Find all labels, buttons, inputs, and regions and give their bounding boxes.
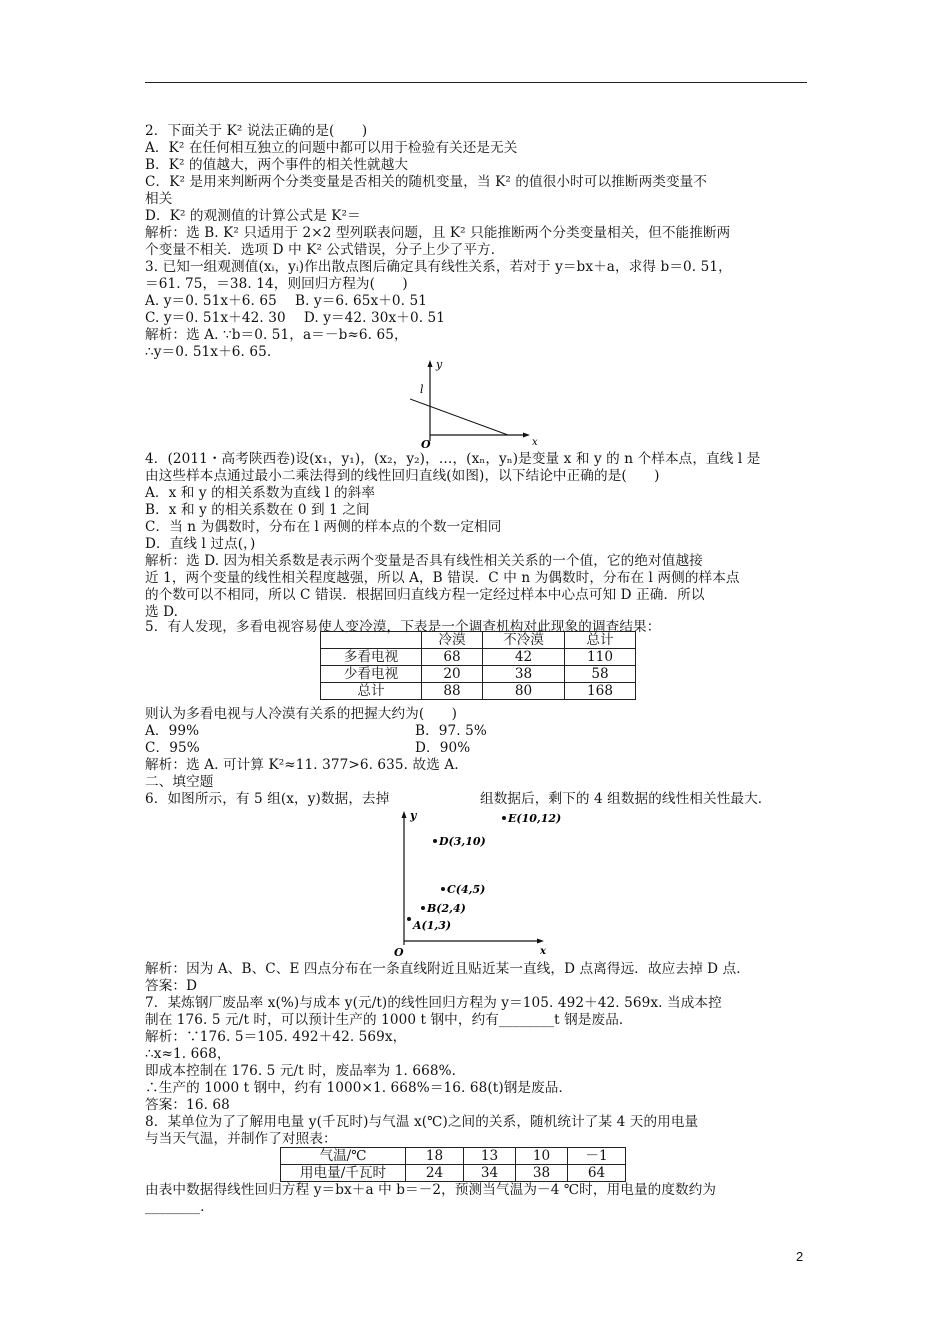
table-row: [321, 632, 636, 649]
q2-option-a: A．K² 在任何相互独立的问题中都可以用于检验有关还是无关: [145, 140, 518, 156]
q7-solution-l4: ∴生产的 1000 t 钢中，约有 1000×1. 668%＝16. 68(t)钢是废品．: [145, 1080, 573, 1096]
q5-option-a: A．99%: [145, 723, 200, 739]
q8-ask: 由表中数据得线性回归方程 y＝bx＋a 中 b＝－2，预测当气温为－4 ℃时，用电量的度数约为: [145, 1182, 717, 1198]
point-b: [421, 906, 425, 910]
q4-option-a: A．x 和 y 的相关系数为直线 l 的斜率: [145, 485, 376, 501]
table-cell: 10: [516, 1148, 568, 1165]
scatter-figure: [388, 805, 588, 960]
q6-answer: 答案：D: [145, 978, 198, 994]
point-a: [407, 917, 411, 921]
q8-stem-cont: 与当天气温，并制作了对照表：: [145, 1131, 337, 1147]
table-row: [321, 683, 636, 700]
q3-options-ab: A. y＝0. 51x＋6. 65 B. y＝6. 65x＋0. 51: [145, 293, 428, 309]
q4-stem: 4．(2011・高考陕西卷)设(x₁，y₁)，(x₂，y₂)，…，(xₙ，yₙ)是变量 x 和 y 的 n 个样本点，直线 l 是: [145, 451, 761, 467]
fig4-x-arrow: [523, 433, 530, 438]
table-cell: 58: [565, 666, 636, 683]
q4-solution: 解析：选 D. 因为相关系数是表示两个变量是否具有线性相关关系的一个值，它的绝对值越接: [145, 553, 703, 569]
q7-solution-l1: 解析：∵176. 5＝105. 492＋42. 569x，: [145, 1029, 407, 1045]
table-cell: 总计: [321, 683, 422, 700]
table-cell: 38: [483, 666, 565, 683]
q4-option-d: D．直线 l 过点(，): [145, 536, 256, 552]
table-cell: 18: [406, 1148, 464, 1165]
table-row: [281, 1148, 626, 1165]
fig6-y-label: y: [410, 809, 417, 822]
q2-option-b: B．K² 的值越大，两个事件的相关性就越大: [145, 157, 409, 173]
fig4-y-label: y: [436, 358, 443, 371]
table-cell: 68: [422, 649, 483, 666]
table-cell: 42: [483, 649, 565, 666]
table-cell: 64: [568, 1165, 626, 1182]
point-c-label: C(4,5): [447, 883, 486, 896]
q4-stem-cont: 由这些样本点通过最小二乘法得到的线性回归直线(如图)，以下结论中正确的是( ): [145, 468, 660, 484]
table-header-cell: 不冷漠: [483, 632, 565, 649]
table-row: [321, 649, 636, 666]
q4-solution-l2: 近 1，两个变量的线性相关程度越强，所以 A，B 错误．C 中 n 为偶数时，分布在 l 两侧的样本点: [145, 570, 740, 586]
q2-solution: 解析：选 B. K² 只适用于 2×2 型列联表问题，且 K² 只能推断两个分类变量相关，但不能推断两: [145, 225, 731, 241]
point-b-label: B(2,4): [427, 902, 466, 915]
q6-solution: 解析：因为 A、B、C、E 四点分布在一条直线附近且贴近某一直线，D 点离得远．故应去掉 D 点．: [145, 961, 750, 977]
q4-solution-l3: 的个数可以不相同，所以 C 错误．根据回归直线方程一定经过样本中心点可知 D 正确．所以: [145, 587, 705, 603]
q7-solution-l3: 即成本控制在 176. 5 元/t 时，废品率为 1. 668%.: [145, 1063, 457, 1079]
table-cell: 13: [464, 1148, 516, 1165]
table-cell: 少看电视: [321, 666, 422, 683]
fig6-y-arrow: [402, 811, 407, 818]
fig6-origin-label: O: [394, 946, 404, 959]
q8-stem: 8．某单位为了了解用电量 y(千瓦时)与气温 x(℃)之间的关系，随机统计了某 4 天的用电量: [145, 1114, 699, 1130]
q6-stem-cont: 组数据后，剩下的 4 组数据的线性相关性最大．: [480, 791, 772, 807]
q5-option-b: B．97. 5%: [415, 723, 487, 739]
q5-stem: 5．有人发现，多看电视容易使人变冷漠，下表是一个调查机构对此现象的调查结果：: [145, 619, 661, 635]
q7-stem-cont: 制在 176. 5 元/t 时，可以预计生产的 1000 t 钢中，约有________t 钢是废品．: [145, 1012, 633, 1028]
regression-line-figure: [410, 355, 545, 450]
table-header-cell: 气温/℃: [281, 1148, 406, 1165]
q7-solution-l2: ∴x≈1. 668，: [145, 1046, 231, 1062]
fig6-x-arrow: [537, 939, 544, 944]
q3-solution: 解析：选 A. ∵b＝0. 51，a＝－b≈6. 65，: [145, 327, 408, 343]
table-header-cell: [321, 632, 422, 649]
fig6-x-label: x: [540, 946, 546, 957]
q4-option-b: B．x 和 y 的相关系数在 0 到 1 之间: [145, 502, 370, 518]
q2-option-d: D．K² 的观测值的计算公式是 K²＝: [145, 208, 361, 224]
table-cell: 88: [422, 683, 483, 700]
q4-option-c: C．当 n 为偶数时，分布在 l 两侧的样本点的个数一定相同: [145, 519, 502, 535]
q3-options-cd: C. y＝0. 51x＋42. 30 D. y＝42. 30x＋0. 51: [145, 310, 446, 326]
q3-solution-cont: ∴y＝0. 51x＋6. 65.: [145, 344, 272, 360]
point-e: [502, 816, 506, 820]
survey-table: [320, 631, 636, 700]
point-c: [441, 887, 445, 891]
q5-solution: 解析：选 A. 可计算 K²≈11. 377>6. 635. 故选 A.: [145, 757, 459, 773]
fig4-regression-line: [410, 399, 508, 435]
point-a-label: A(1,3): [413, 919, 452, 932]
table-header-cell: 用电量/千瓦时: [281, 1165, 406, 1182]
table-cell: 24: [406, 1165, 464, 1182]
q3-stem-cont: ＝61. 75，＝38. 14，则回归方程为( ): [145, 276, 408, 292]
header-rule: [145, 82, 807, 83]
fig4-origin-label: O: [421, 438, 431, 450]
q8-ask-cont: ________.: [145, 1199, 205, 1215]
q2-option-c-cont: 相关: [145, 191, 173, 207]
point-d-label: D(3,10): [439, 835, 486, 848]
table-row: [321, 666, 636, 683]
section-title: 二、填空题: [145, 774, 214, 790]
table-cell: 110: [565, 649, 636, 666]
table-header-cell: 总计: [565, 632, 636, 649]
table-header-cell: 冷漠: [422, 632, 483, 649]
fig4-x-label: x: [532, 437, 538, 448]
q5-ask: 则认为多看电视与人冷漠有关系的把握大约为( ): [145, 706, 458, 722]
q5-option-d: D．90%: [415, 740, 471, 756]
table-cell: －1: [568, 1148, 626, 1165]
page-number: 2: [796, 1249, 804, 1264]
q3-stem: 3. 已知一组观测值(xᵢ，yᵢ)作出散点图后确定具有线性关系，若对于 y＝bx＋a，求得 b＝0. 51，: [145, 259, 732, 275]
q7-stem: 7．某炼钢厂废品率 x(%)与成本 y(元/t)的线性回归方程为 y＝105. 492＋42. 569x. 当成本控: [145, 995, 722, 1011]
table-cell: 38: [516, 1165, 568, 1182]
point-e-label: E(10,12): [508, 812, 562, 825]
temperature-power-table: [280, 1147, 626, 1182]
q2-stem: 2．下面关于 K² 说法正确的是( ): [145, 123, 368, 139]
table-row: [281, 1165, 626, 1182]
fig4-line-label: l: [420, 383, 424, 396]
q2-solution-cont: 个变量不相关．选项 D 中 K² 公式错误，分子上少了平方．: [145, 242, 505, 258]
q2-option-c: C．K² 是用来判断两个分类变量是否相关的随机变量，当 K² 的值很小时可以推断两类变量不: [145, 174, 708, 190]
table-cell: 34: [464, 1165, 516, 1182]
table-cell: 多看电视: [321, 649, 422, 666]
table-cell: 80: [483, 683, 565, 700]
table-cell: 168: [565, 683, 636, 700]
q4-solution-l4: 选 D.: [145, 604, 179, 620]
q5-option-c: C．95%: [145, 740, 200, 756]
table-cell: 20: [422, 666, 483, 683]
q7-answer: 答案：16. 68: [145, 1097, 230, 1113]
fig4-y-arrow: [428, 360, 433, 367]
q6-stem: 6．如图所示，有 5 组(x，y)数据，去掉: [145, 791, 390, 807]
point-d: [433, 839, 437, 843]
